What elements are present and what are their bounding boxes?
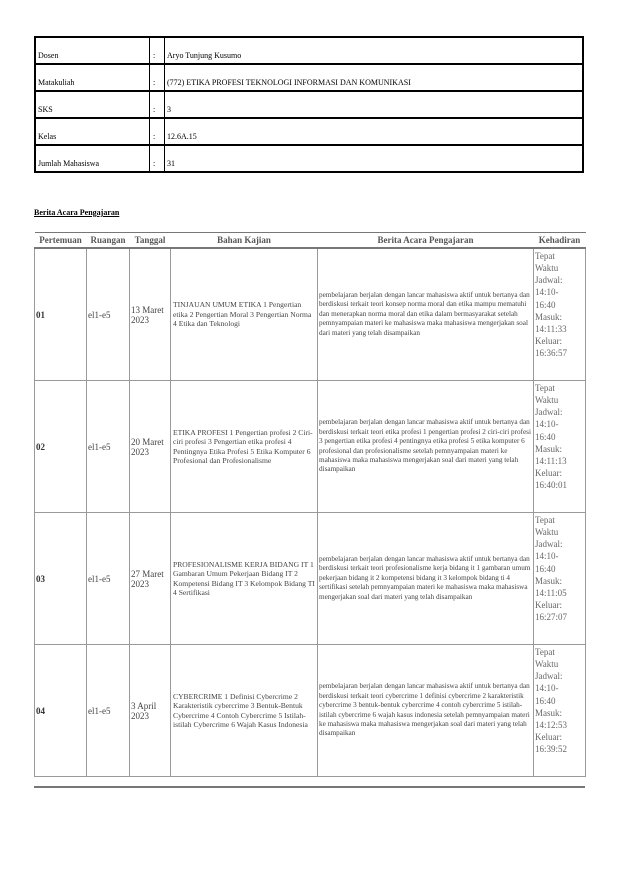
attendance-line: Masuk: bbox=[535, 311, 562, 322]
attendance-line: 16:40 bbox=[535, 695, 556, 706]
attendance bbox=[534, 248, 586, 381]
table-row bbox=[35, 248, 586, 381]
meeting-number: 04 bbox=[35, 645, 87, 777]
attendance-line: Masuk: bbox=[535, 575, 562, 586]
study-material: CYBERCRIME 1 Definisi Cybercrime 2 Karakteristik cybercrime 3 Bentuk-Bentuk Cybercrime 4 Contoh Cybercrime 5 Istilah-istilah Cybercrime 6 Wajah Kasus Indonesia bbox=[171, 645, 318, 777]
attendance-line: Keluar: bbox=[535, 467, 562, 478]
teaching-record-table bbox=[34, 232, 586, 777]
header-kehadiran: Kehadiran bbox=[534, 233, 586, 249]
date: 13 Maret 2023 bbox=[130, 248, 171, 381]
info-value-kelas: 12.6A.15 bbox=[165, 118, 584, 145]
attendance-line: Waktu bbox=[535, 659, 559, 670]
info-label: Dosen bbox=[35, 37, 150, 64]
attendance-line: Tepat bbox=[535, 383, 555, 393]
meeting-number: 02 bbox=[35, 381, 87, 513]
room: el1-e5 bbox=[87, 381, 130, 513]
attendance-line: 14:10- bbox=[535, 419, 559, 430]
attendance-line: Jadwal: bbox=[535, 539, 563, 550]
info-label: Matakuliah bbox=[35, 64, 150, 91]
info-row-kelas bbox=[35, 118, 583, 145]
header-pertemuan: Pertemuan bbox=[35, 233, 87, 249]
meeting-number: 03 bbox=[35, 513, 87, 645]
attendance-line: Jadwal: bbox=[535, 671, 563, 682]
attendance-line: Waktu bbox=[535, 263, 559, 274]
teaching-report: pembelajaran berjalan dengan lancar mahasiswa aktif untuk bertanya dan berdiskusi terkait teori profesionalisme kerja bidang it 1 gambaran umum pekerjaan bidang it 2 kompetensi bidang it 3 kelompok bidang ti 4 sertifikasi setelah pemnyampaian materi ke mahasiswa maka mahasiswa mengerjakan soal dari materi yang telah disampaikan bbox=[318, 513, 534, 645]
attendance-line: 14:12:53 bbox=[535, 719, 568, 730]
info-row-matakuliah bbox=[35, 64, 583, 91]
info-row-sks bbox=[35, 91, 583, 118]
info-separator: : bbox=[150, 91, 165, 118]
attendance-line: 14:10- bbox=[535, 287, 559, 298]
section-title: Berita Acara Pengajaran bbox=[34, 208, 120, 217]
attendance-line: Keluar: bbox=[535, 599, 562, 610]
attendance bbox=[534, 645, 586, 777]
info-row-dosen bbox=[35, 37, 583, 64]
attendance-line: Masuk: bbox=[535, 707, 562, 718]
attendance-line: Tepat bbox=[535, 515, 555, 525]
table-row bbox=[35, 513, 586, 645]
attendance-line: 16:40 bbox=[535, 563, 556, 574]
room: el1-e5 bbox=[87, 248, 130, 381]
attendance-line: 14:10- bbox=[535, 551, 559, 562]
attendance bbox=[534, 381, 586, 513]
info-separator: : bbox=[150, 64, 165, 91]
attendance-line: 16:40 bbox=[535, 299, 556, 310]
info-label: Kelas bbox=[35, 118, 150, 145]
info-label: SKS bbox=[35, 91, 150, 118]
attendance-line: Keluar: bbox=[535, 731, 562, 742]
attendance-line: Jadwal: bbox=[535, 275, 563, 286]
attendance-line: Masuk: bbox=[535, 443, 562, 454]
attendance-line: 16:36:57 bbox=[535, 348, 568, 359]
attendance-line: Waktu bbox=[535, 395, 559, 406]
attendance-line: Keluar: bbox=[535, 335, 562, 346]
table-row bbox=[35, 381, 586, 513]
attendance-line: 14:11:13 bbox=[535, 455, 567, 466]
table-row bbox=[35, 645, 586, 777]
info-label: Jumlah Mahasiswa bbox=[35, 145, 150, 172]
attendance-line: 16:39:52 bbox=[535, 744, 568, 755]
room: el1-e5 bbox=[87, 645, 130, 777]
attendance-line: 14:11:05 bbox=[535, 587, 567, 598]
teaching-report: pembelajaran berjalan dengan lancar mahasiswa aktif untuk bertanya dan berdiskusi terkait teori cybercrime 1 definisi cybercrime 2 karakteristik cybercrime 3 bentuk-bentuk cybercrime 4 contoh cybercrime 5 istilah-istilah cybercrime 6 wajah kasus indonesia setelah pemnyampaian materi ke mahasiswa maka mahasiswa mengerjakan soal dari materi yang telah disampaikan bbox=[318, 645, 534, 777]
attendance-line: Tepat bbox=[535, 647, 555, 657]
teaching-report: pembelajaran berjalan dengan lancar mahasiswa aktif untuk bertanya dan berdiskusi terkait teori konsep norma moral dan etika mampu mematuhi dan menerapkan norma moral dan etika dalam bermasyarakat setelah pemnyampaian materi ke mahasiswa maka mahasiswa mengerjakan soal dari materi yang telah disampaikan bbox=[318, 248, 534, 381]
info-separator: : bbox=[150, 118, 165, 145]
table-bottom-rule bbox=[34, 786, 585, 788]
header-bahan-kajian: Bahan Kajian bbox=[171, 233, 318, 249]
attendance-line: Tepat bbox=[535, 251, 555, 261]
study-material: ETIKA PROFESI 1 Pengertian profesi 2 Ciri-ciri profesi 3 Pengertian etika profesi 4 Pentingnya Etika Profesi 5 Etika Komputer 6 Profesional dan Profesionalisme bbox=[171, 381, 318, 513]
meeting-number: 01 bbox=[35, 248, 87, 381]
info-separator: : bbox=[150, 37, 165, 64]
attendance-line: Jadwal: bbox=[535, 407, 563, 418]
room: el1-e5 bbox=[87, 513, 130, 645]
study-material: PROFESIONALISME KERJA BIDANG IT 1 Gambaran Umum Pekerjaan Bidang IT 2 Kompetensi Bidang IT 3 Kelompok Bidang TI 4 Sertifikasi bbox=[171, 513, 318, 645]
info-value-sks: 3 bbox=[165, 91, 584, 118]
attendance-line: Waktu bbox=[535, 527, 559, 538]
study-material: TINJAUAN UMUM ETIKA 1 Pengertian etika 2 Pengertian Moral 3 Pengertian Norma 4 Etika dan Teknologi bbox=[171, 248, 318, 381]
attendance-line: 16:40:01 bbox=[535, 480, 568, 491]
date: 27 Maret 2023 bbox=[130, 513, 171, 645]
course-info-table bbox=[34, 36, 584, 173]
attendance bbox=[534, 513, 586, 645]
header-berita-acara: Berita Acara Pengajaran bbox=[318, 233, 534, 249]
info-value-matakuliah: (772) ETIKA PROFESI TEKNOLOGI INFORMASI DAN KOMUNIKASI bbox=[165, 64, 584, 91]
teaching-report: pembelajaran berjalan dengan lancar mahasiswa aktif untuk bertanya dan berdiskusi terkait teori etika profesi 1 pengertian profesi 2 ciri-ciri profesi 3 pengertian etika profesi 4 pentingnya etika profesi 5 etika komputer 6 profesional dan profesionalisme setelah pemnyampaian materi ke mahasiswa maka mahasiswa mengerjakan soal dari materi yang telah disampaikan bbox=[318, 381, 534, 513]
info-separator: : bbox=[150, 145, 165, 172]
info-value-jumlah-mahasiswa: 31 bbox=[165, 145, 584, 172]
header-ruangan: Ruangan bbox=[87, 233, 130, 249]
attendance-line: 14:11:33 bbox=[535, 323, 567, 334]
attendance-line: 16:27:07 bbox=[535, 612, 568, 623]
header-tanggal: Tanggal bbox=[130, 233, 171, 249]
attendance-line: 14:10- bbox=[535, 683, 559, 694]
info-row-jumlah-mahasiswa bbox=[35, 145, 583, 172]
info-value-dosen: Aryo Tunjung Kusumo bbox=[165, 37, 584, 64]
date: 20 Maret 2023 bbox=[130, 381, 171, 513]
date: 3 April 2023 bbox=[130, 645, 171, 777]
table-header-row bbox=[35, 233, 586, 249]
attendance-line: 16:40 bbox=[535, 431, 556, 442]
